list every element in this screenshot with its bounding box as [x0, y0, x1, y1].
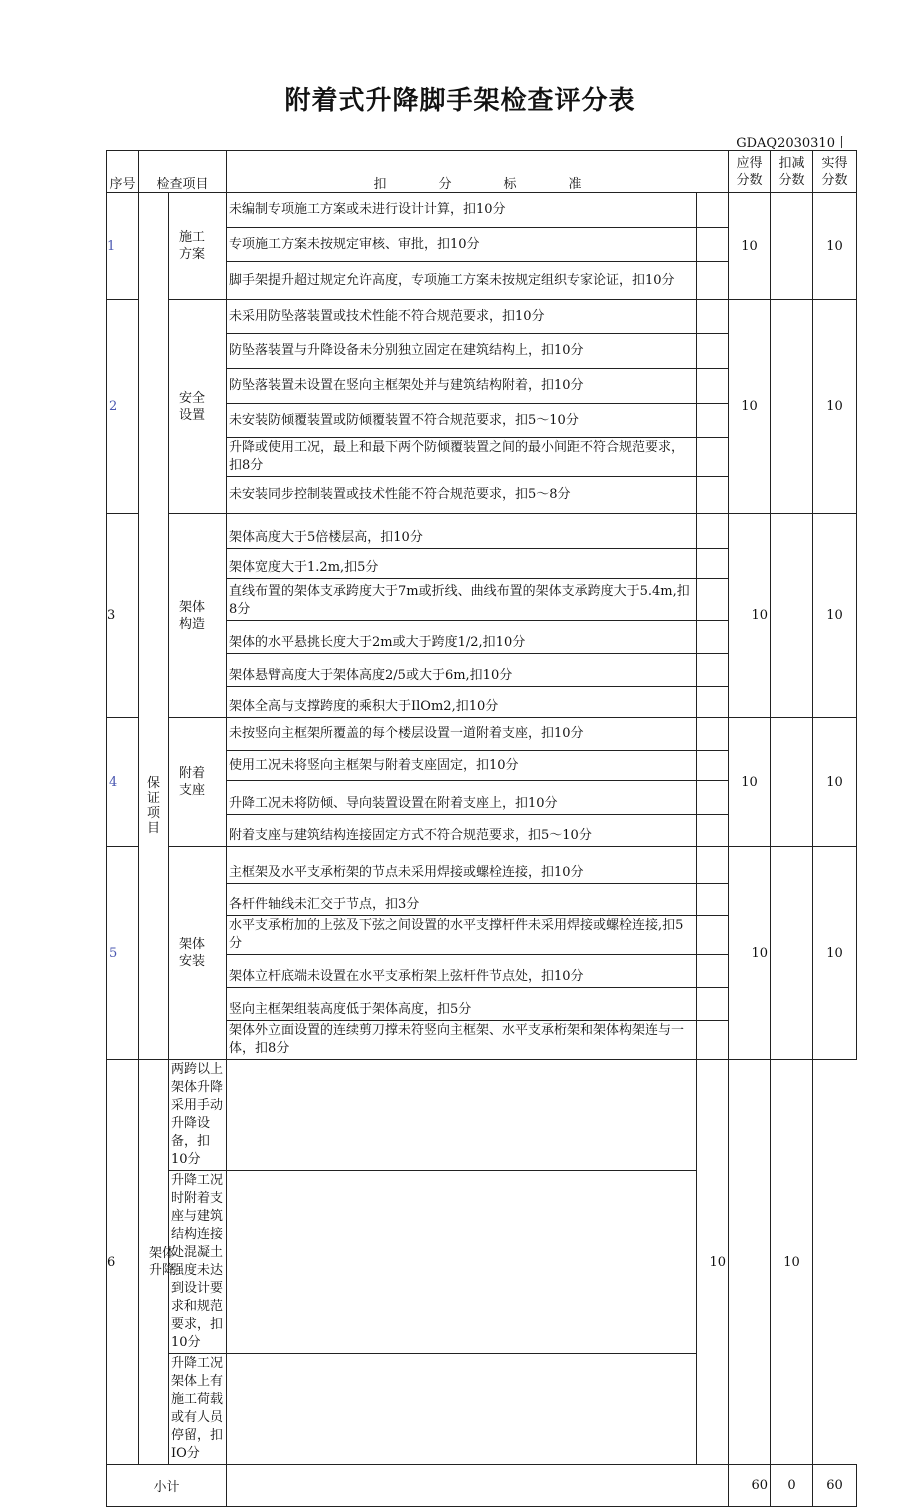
criterion: 架体全高与支撑跨度的乘积大于IlOm2,扣10分 [227, 687, 697, 718]
criterion-box [227, 1354, 697, 1465]
subtotal-actual: 60 [813, 1465, 857, 1507]
criterion: 升降或使用工况，最上和最下两个防倾覆装置之间的最小间距不符合规范要求，扣8分 [227, 438, 697, 477]
criterion-box [697, 751, 729, 781]
table-row [107, 193, 857, 228]
criterion-box [697, 300, 729, 334]
score-table [106, 150, 857, 1507]
criterion: 升降工况时附着支座与建筑结构连接处混凝土强度未达到设计要求和规范要求，扣10分 [169, 1171, 227, 1354]
criterion: 升降工况架体上有施工荷载或有人员停留，扣IO分 [169, 1354, 227, 1465]
group-label-cell [139, 193, 169, 1060]
criterion: 附着支座与建筑结构连接固定方式不符合规范要求，扣5～10分 [227, 815, 697, 847]
subtotal-blank [227, 1465, 729, 1507]
criterion-box [697, 988, 729, 1021]
criterion-box [697, 916, 729, 955]
header-item: 检查项目 [139, 151, 227, 193]
deduct-score [729, 1060, 771, 1465]
page-title: 附着式升降脚手架检查评分表 [284, 86, 636, 116]
deduct-score [771, 718, 813, 847]
criterion-box [697, 1021, 729, 1060]
subtotal-label: 小计 [107, 1465, 227, 1507]
section-item-text: 架体构造 [179, 599, 206, 632]
criterion-box [697, 549, 729, 579]
criterion-box [697, 884, 729, 916]
criterion: 架体外立面设置的连续剪刀撑未符竖向主框架、水平支承桁架和架体构架连与一体，扣8分 [227, 1021, 697, 1060]
section-item [169, 847, 227, 1060]
criterion-box [697, 687, 729, 718]
should-score: 10 [729, 300, 771, 514]
section-no: 2 [107, 300, 139, 514]
header-should-score [729, 151, 771, 193]
criterion: 直线布置的架体支承跨度大于7m或折线、曲线布置的架体支承跨度大于5.4m,扣8分 [227, 579, 697, 621]
criterion-box [697, 334, 729, 369]
section-no: 4 [107, 718, 139, 847]
should-score: 10 [729, 847, 771, 1060]
actual-score: 10 [813, 718, 857, 847]
section-item-text: 安全设置 [179, 390, 206, 423]
criterion: 防坠落装置未设置在竖向主框架处并与建筑结构附着，扣10分 [227, 369, 697, 404]
header-deduct-score-text: 扣减分数 [778, 155, 805, 188]
deduct-score [771, 847, 813, 1060]
criterion: 架体的水平悬挑长度大于2m或大于跨度1/2,扣10分 [227, 621, 697, 654]
criterion-box [697, 438, 729, 477]
criterion: 脚手架提升超过规定允许高度，专项施工方案未按规定组织专家论证，扣10分 [227, 262, 697, 300]
subtotal-row [107, 1465, 857, 1507]
criterion-box [697, 654, 729, 687]
criterion: 架体高度大于5倍楼层高，扣10分 [227, 514, 697, 549]
should-score: 10 [729, 193, 771, 300]
criterion-box [697, 781, 729, 815]
table-row [107, 847, 857, 884]
section-no: 3 [107, 514, 139, 718]
section-item [139, 1060, 176, 1465]
section-item [169, 193, 227, 300]
criterion-box [697, 621, 729, 654]
criterion: 主框架及水平支承桁架的节点未采用焊接或螺栓连接，扣10分 [227, 847, 697, 884]
actual-score: 10 [813, 193, 857, 300]
criterion-box [697, 579, 729, 621]
criterion-box [697, 955, 729, 988]
criterion-box [697, 369, 729, 404]
deduct-score [771, 300, 813, 514]
section-item-text: 架体安装 [179, 937, 206, 969]
should-score: 10 [729, 718, 771, 847]
header-should-score-text: 应得分数 [736, 155, 763, 188]
criterion-box [697, 718, 729, 751]
header-row [107, 151, 857, 193]
criterion: 架体悬臂高度大于架体高度2/5或大于6m,扣10分 [227, 654, 697, 687]
header-deduct-score [771, 151, 813, 193]
criterion: 防坠落装置与升降设备未分别独立固定在建筑结构上，扣10分 [227, 334, 697, 369]
criterion-box [697, 404, 729, 438]
actual-score: 10 [813, 300, 857, 514]
should-score: 10 [697, 1060, 729, 1465]
criterion: 架体宽度大于1.2m,扣5分 [227, 549, 697, 579]
header-actual-score-text: 实得分数 [821, 155, 848, 188]
group-label: 保证项目 [146, 776, 160, 836]
header-actual-score [813, 151, 857, 193]
actual-score: 10 [813, 847, 857, 1060]
section-item [169, 300, 227, 514]
criterion: 水平支承桁加的上弦及下弦之间设置的水平支撑杆件未采用焊接或螺栓连接,扣5分 [227, 916, 697, 955]
header-criteria: 扣 分 标 准 [227, 151, 729, 193]
criterion-box [697, 815, 729, 847]
criterion-box [697, 193, 729, 228]
section-item-text: 施工方案 [179, 230, 206, 262]
criterion: 未安装同步控制装置或技术性能不符合规范要求，扣5～8分 [227, 477, 697, 514]
table-row [107, 718, 857, 751]
form-code-text: GDAQ2030310 [736, 136, 835, 151]
criterion: 专项施工方案未按规定审核、审批，扣10分 [227, 228, 697, 262]
deduct-score [771, 514, 813, 718]
actual-score: 10 [771, 1060, 813, 1465]
header-seq: 序号 [107, 151, 139, 193]
section-item [169, 718, 227, 847]
subtotal-should: 60 [729, 1465, 771, 1507]
table-row [107, 1060, 857, 1171]
section-no: 1 [107, 193, 139, 300]
criterion-box [697, 847, 729, 884]
subtotal-deduct: 0 [771, 1465, 813, 1507]
deduct-score [771, 193, 813, 300]
criterion-box [697, 514, 729, 549]
criterion-box [697, 477, 729, 514]
criterion: 使用工况未将竖向主框架与附着支座固定，扣10分 [227, 751, 697, 781]
table-row [107, 514, 857, 549]
criterion: 各杆件轴线未汇交于节点，扣3分 [227, 884, 697, 916]
criterion-box [227, 1060, 697, 1171]
criterion-box [697, 228, 729, 262]
criterion: 升降工况未将防倾、导向装置设置在附着支座上，扣10分 [227, 781, 697, 815]
form-code: GDAQ2030310丨 [736, 136, 848, 151]
section-item-text: 架体升降 [149, 1246, 176, 1278]
actual-score: 10 [813, 514, 857, 718]
section-no: 5 [107, 847, 139, 1060]
criterion: 未安装防倾覆装置或防倾覆装置不符合规范要求，扣5～10分 [227, 404, 697, 438]
criterion: 竖向主框架组装高度低于架体高度，扣5分 [227, 988, 697, 1021]
section-no: 6 [107, 1060, 139, 1465]
criterion: 两跨以上架体升降采用手动升降设备，扣10分 [169, 1060, 227, 1171]
criterion-box [227, 1171, 697, 1354]
criterion: 未按竖向主框架所覆盖的每个楼层设置一道附着支座，扣10分 [227, 718, 697, 751]
criterion: 未采用防坠落装置或技术性能不符合规范要求，扣10分 [227, 300, 697, 334]
criterion: 未编制专项施工方案或未进行设计计算，扣10分 [227, 193, 697, 228]
criterion: 架体立杆底端未设置在水平支承桁架上弦杆件节点处，扣10分 [227, 955, 697, 988]
section-item-text: 附着支座 [179, 766, 206, 798]
section-item [169, 514, 227, 718]
criterion-box [697, 262, 729, 300]
should-score: 10 [729, 514, 771, 718]
table-row [107, 300, 857, 334]
